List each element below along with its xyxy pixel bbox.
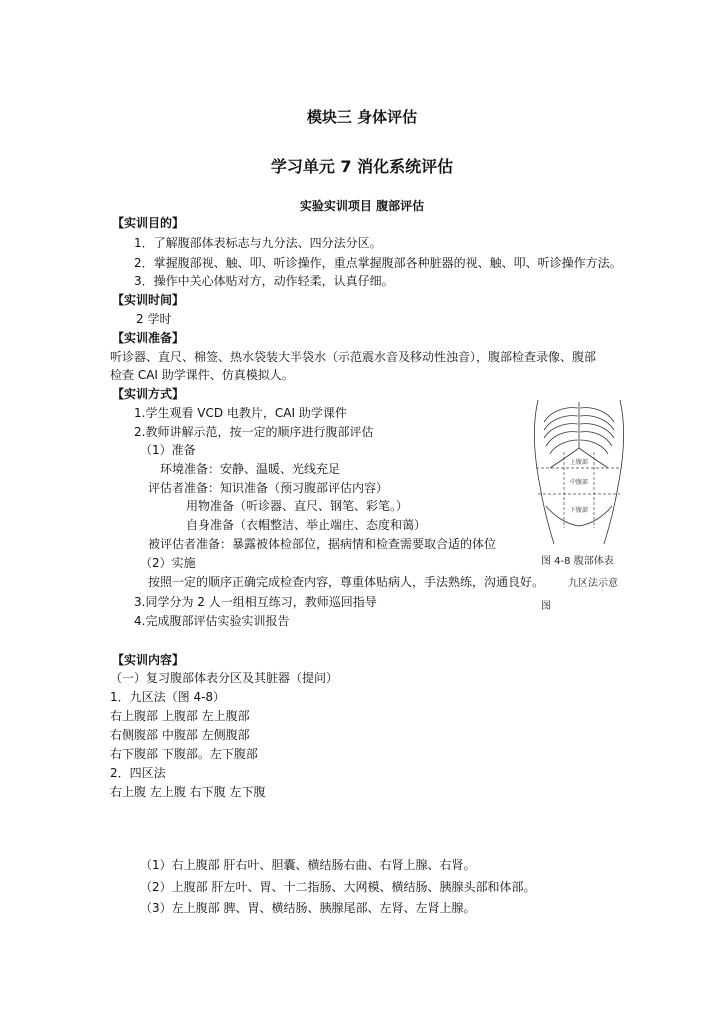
organ-item: （1）右上腹部 肝右叶、胆囊、横结肠右曲、右肾上腺、右肾。 <box>140 858 476 872</box>
unit-title: 学习单元 7 消化系统评估 <box>270 157 454 176</box>
lower-abdomen-label: 下腹部 <box>569 507 589 514</box>
method-line: 4.完成腹部评估实验实训报告 <box>134 614 290 628</box>
organ-item: （2）上腹部 肝左叶、胃、十二指肠、大网模、横结肠、胰腺头部和体部。 <box>140 880 536 894</box>
abdomen-diagram <box>524 396 634 546</box>
method-line: 环境准备：安静、温暖、光线充足 <box>160 462 341 476</box>
method-line: 按照一定的顺序正确完成检查内容，尊重体贴病人，手法熟练，沟通良好。 <box>148 575 545 589</box>
organ-item: （3）左上腹部 脾、胃、横结肠、胰腺尾部、左肾、左肾上腺。 <box>140 901 476 915</box>
middle-abdomen-label: 中腹部 <box>569 479 589 486</box>
method-line: 用物准备（听诊器、直尺、钢笔、彩笔。） <box>186 499 409 513</box>
purpose-item: 3．操作中关心体贴对方，动作轻柔，认真仔细。 <box>134 274 394 288</box>
method-line: （1）准备 <box>140 443 196 457</box>
method-line: 被评估者准备：暴露被体检部位，据病情和检查需要取合适的体位 <box>148 537 497 551</box>
purpose-item: 1．了解腹部体表标志与九分法、四分法分区。 <box>134 236 382 250</box>
time-value: 2 学时 <box>136 312 172 326</box>
region-row: 右侧腹部 中腹部 左侧腹部 <box>110 728 250 742</box>
method-line: 3.同学分为 2 人一组相互练习，教师巡回指导 <box>134 595 377 609</box>
figure-caption: 图 <box>541 601 551 612</box>
method-line: 自身准备（衣帽整洁、举止端庄、态度和蔼） <box>186 518 427 532</box>
region-row: 右下腹部 下腹部。左下腹部 <box>110 747 258 761</box>
method-heading: 【实训方式】 <box>112 387 185 401</box>
four-region-heading: 2．四区法 <box>110 766 166 780</box>
prep-line: 检查 CAI 助学课件、仿真模拟人。 <box>110 368 294 382</box>
method-line: 2.教师讲解示范，按一定的顺序进行腹部评估 <box>134 425 374 439</box>
region-row: 右上腹部 上腹部 左上腹部 <box>110 709 250 723</box>
figure-caption: 图 4-8 腹部体表 <box>541 556 614 567</box>
figure-caption: 九区法示意 <box>568 578 618 589</box>
purpose-heading: 【实训目的】 <box>112 216 185 230</box>
region-row: 右上腹 左上腹 右下腹 左下腹 <box>110 785 266 799</box>
content-heading: 【实训内容】 <box>112 653 185 667</box>
upper-abdomen-label: 上腹部 <box>569 459 589 466</box>
prep-heading: 【实训准备】 <box>112 331 185 345</box>
purpose-item: 2．掌握腹部视、触、叩、听诊操作，重点掌握腹部各种脏器的视、触、叩、听诊操作方法。 <box>134 256 622 270</box>
method-line: 评估者准备：知识准备（预习腹部评估内容） <box>148 481 389 495</box>
prep-line: 听诊器、直尺、棉签、热水袋装大半袋水（示范震水音及移动性浊音），腹部检查录像、腹部 <box>110 350 597 364</box>
time-heading: 【实训时间】 <box>112 293 185 307</box>
method-line: （2）实施 <box>140 556 196 570</box>
module-title: 模块三 身体评估 <box>306 108 418 126</box>
content-subheading: （一）复习腹部体表分区及其脏器（提问） <box>110 671 339 685</box>
nine-region-heading: 1．九区法（图 4-8） <box>110 690 226 704</box>
project-title: 实验实训项目 腹部评估 <box>299 199 425 213</box>
method-line: 1.学生观看 VCD 电教片，CAI 助学课件 <box>134 406 347 420</box>
